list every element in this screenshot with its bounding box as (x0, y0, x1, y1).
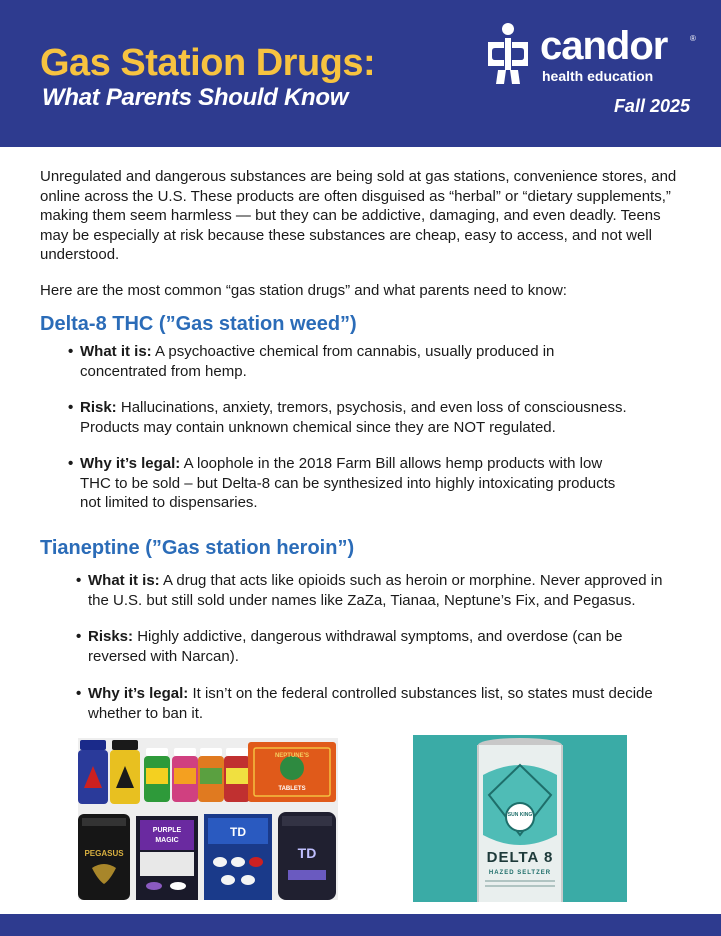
can-product: DELTA 8 (486, 849, 554, 866)
td-label-1: TD (230, 825, 246, 839)
item-text: Highly addictive, dangerous withdrawal symptoms, and overdose (can be reversed with Narcan). (88, 628, 623, 665)
bullet-icon: • (68, 343, 74, 360)
can-variant: HAZED SELTZER (488, 870, 552, 876)
list-item (76, 684, 676, 723)
item-label: Why it’s legal: (80, 455, 181, 472)
section-title-tianeptine: Tianeptine (”Gas station heroin”) (40, 537, 355, 559)
footer-band (0, 914, 721, 936)
lead-in-sentence: Here are the most common “gas station drugs” and what parents need to know: (40, 282, 567, 299)
item-label: Risks: (88, 628, 134, 645)
tablets-label: TABLETS (278, 786, 306, 792)
candor-figure-icon (486, 22, 530, 84)
td-label-2: TD (297, 845, 317, 861)
header-band (0, 0, 721, 147)
item-label: Risk: (80, 399, 117, 416)
item-label: What it is: (88, 572, 160, 589)
bullet-icon: • (76, 572, 82, 589)
bullet-icon: • (68, 455, 74, 472)
section-title-delta8: Delta-8 THC (”Gas station weed”) (40, 313, 357, 335)
intro-paragraph: Unregulated and dangerous substances are being sold at gas stations, convenience stores, and online across the U.S. These products are often disguised as “herbal” or “dietary supplements,” making them seem harmless — but they can be addictive, damaging, and even deadly. Teens may be especially at risk because these substances are cheap, easy to access, and not well understood. (40, 168, 677, 263)
item-text: A drug that acts like opioids such as heroin or morphine. Never approved in the U.S. but still sold under names like ZaZa, Tianaa, Neptune’s Fix, and Pegasus. (88, 572, 663, 609)
brand-tagline: health education (542, 68, 654, 84)
item-label: Why it’s legal: (88, 685, 189, 702)
list-item (76, 571, 681, 610)
issue-season: Fall 2025 (613, 96, 690, 116)
tianeptine-products-photo (78, 738, 338, 900)
pegasus-label: PEGASUS (84, 849, 124, 858)
brand-name: candor (540, 24, 668, 68)
svg-text:MAGIC: MAGIC (155, 837, 179, 844)
list-item (76, 627, 641, 666)
bullet-icon: • (68, 399, 74, 416)
candor-logo (486, 22, 706, 90)
list-item (68, 454, 628, 513)
item-text: A psychoactive chemical from cannabis, usually produced in concentrated from hemp. (80, 343, 555, 380)
list-item (68, 398, 638, 437)
bullet-icon: • (76, 628, 82, 645)
item-text: A loophole in the 2018 Farm Bill allows hemp products with low THC to be sold – but Delta-8 can be synthesized into highly intoxicating products not limited to dispensaries. (80, 455, 616, 511)
item-text: It isn’t on the federal controlled substances list, so states must decide whether to ban it. (88, 685, 653, 722)
page-title: Gas Station Drugs: (40, 42, 376, 84)
can-brand: SUN KING (507, 812, 533, 818)
item-text: Hallucinations, anxiety, tremors, psychosis, and even loss of consciousness. Products may contain unknown chemical since they are NOT regulated. (80, 399, 627, 436)
list-item (68, 342, 578, 381)
page-subtitle: What Parents Should Know (42, 84, 349, 111)
bullet-icon: • (76, 685, 82, 702)
registered-mark: ® (690, 34, 696, 43)
delta8-seltzer-photo (413, 735, 627, 902)
svg-text:PURPLE: PURPLE (152, 827, 182, 834)
neptunes-label: NEPTUNE'S (274, 753, 310, 759)
item-label: What it is: (80, 343, 152, 360)
